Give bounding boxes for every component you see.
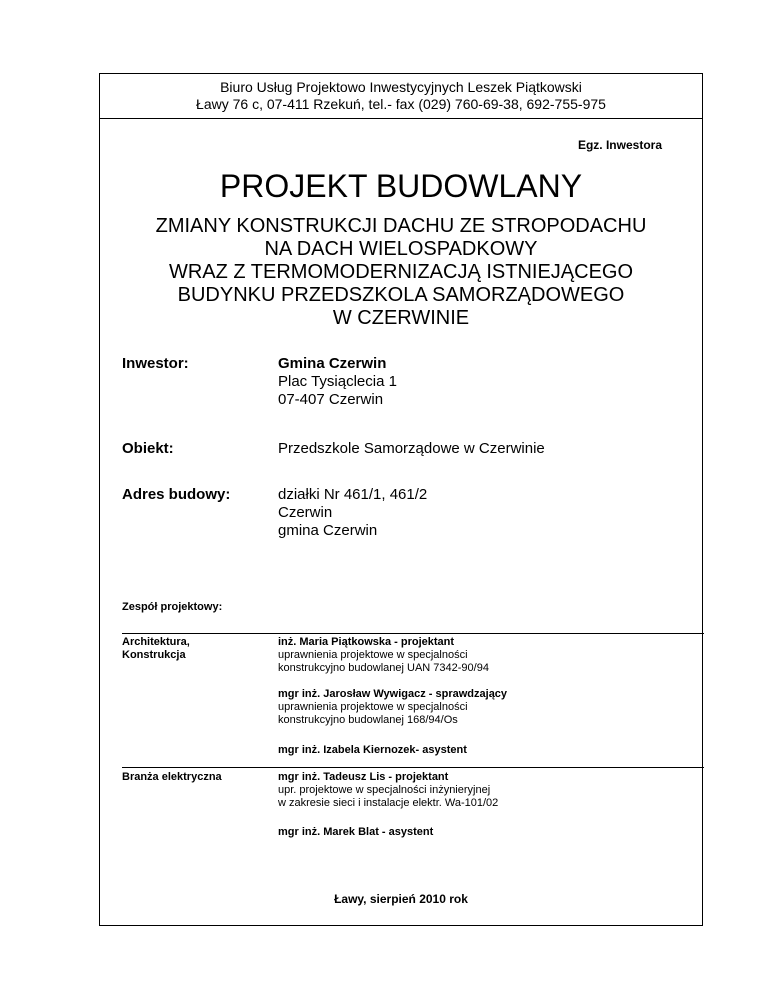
team-member bbox=[278, 771, 498, 810]
investor-address-line: 07-407 Czerwin bbox=[278, 391, 384, 408]
member-credential: w zakresie sieci i instalacje elektr. Wa-101/02 bbox=[278, 797, 499, 809]
site-line: działki Nr 461/1, 461/2 bbox=[278, 486, 428, 503]
office-address: Ławy 76 c, 07-411 Rzekuń, tel.- fax (029) 760-69-38, 692-755-975 bbox=[196, 96, 606, 112]
team-category-electrical: Branża elektryczna bbox=[122, 771, 222, 783]
member-name: inż. Maria Piątkowska - projektant bbox=[278, 636, 455, 648]
member-credential: konstrukcyjno budowlanej UAN 7342-90/94 bbox=[278, 662, 489, 674]
team-member bbox=[278, 744, 467, 757]
team-member bbox=[278, 636, 489, 675]
office-header bbox=[100, 74, 702, 119]
divider bbox=[122, 767, 704, 768]
document-frame bbox=[99, 73, 703, 926]
subtitle-line: W CZERWINIE bbox=[332, 307, 470, 329]
object-label: Obiekt: bbox=[122, 440, 174, 457]
member-credential: upr. projektowe w specjalności inżynieryjnej bbox=[278, 784, 491, 796]
category-label: Architektura, bbox=[122, 636, 190, 648]
document-subtitle bbox=[100, 215, 702, 330]
investor-label: Inwestor: bbox=[122, 355, 189, 372]
site-value bbox=[278, 486, 427, 540]
subtitle-line: ZMIANY KONSTRUKCJI DACHU ZE STROPODACHU bbox=[155, 215, 647, 237]
investor-name: Gmina Czerwin bbox=[278, 355, 387, 372]
investor-value bbox=[278, 355, 397, 409]
subtitle-line: BUDYNKU PRZEDSZKOLA SAMORZĄDOWEGO bbox=[177, 284, 625, 306]
document-title: PROJEKT BUDOWLANY bbox=[219, 168, 583, 204]
site-label: Adres budowy: bbox=[122, 486, 231, 503]
investor-address-line: Plac Tysiąclecia 1 bbox=[278, 373, 397, 390]
member-name: mgr inż. Izabela Kiernozek- asystent bbox=[278, 744, 467, 756]
copy-label: Egz. Inwestora bbox=[577, 138, 662, 152]
member-credential: uprawnienia projektowe w specjalności bbox=[278, 701, 468, 713]
member-credential: uprawnienia projektowe w specjalności bbox=[278, 649, 468, 661]
member-name: mgr inż. Tadeusz Lis - projektant bbox=[278, 771, 449, 783]
team-category-architecture bbox=[122, 636, 190, 662]
site-line: Czerwin bbox=[278, 504, 333, 521]
site-line: gmina Czerwin bbox=[278, 522, 378, 539]
team-title: Zespół projektowy: bbox=[122, 601, 223, 613]
team-member bbox=[278, 826, 433, 839]
member-name: mgr inż. Jarosław Wywigacz - sprawdzający bbox=[278, 688, 508, 700]
object-value: Przedszkole Samorządowe w Czerwinie bbox=[278, 440, 545, 457]
member-name: mgr inż. Marek Blat - asystent bbox=[278, 826, 434, 838]
subtitle-line: NA DACH WIELOSPADKOWY bbox=[264, 238, 538, 260]
office-name: Biuro Usług Projektowo Inwestycyjnych Leszek Piątkowski bbox=[220, 79, 582, 95]
member-credential: konstrukcyjno budowlanej 168/94/Os bbox=[278, 714, 458, 726]
divider bbox=[122, 633, 704, 634]
category-label: Konstrukcja bbox=[122, 649, 186, 661]
place-and-date: Ławy, sierpień 2010 rok bbox=[334, 892, 468, 906]
team-member bbox=[278, 688, 507, 727]
subtitle-line: WRAZ Z TERMOMODERNIZACJĄ ISTNIEJĄCEGO bbox=[168, 261, 634, 283]
